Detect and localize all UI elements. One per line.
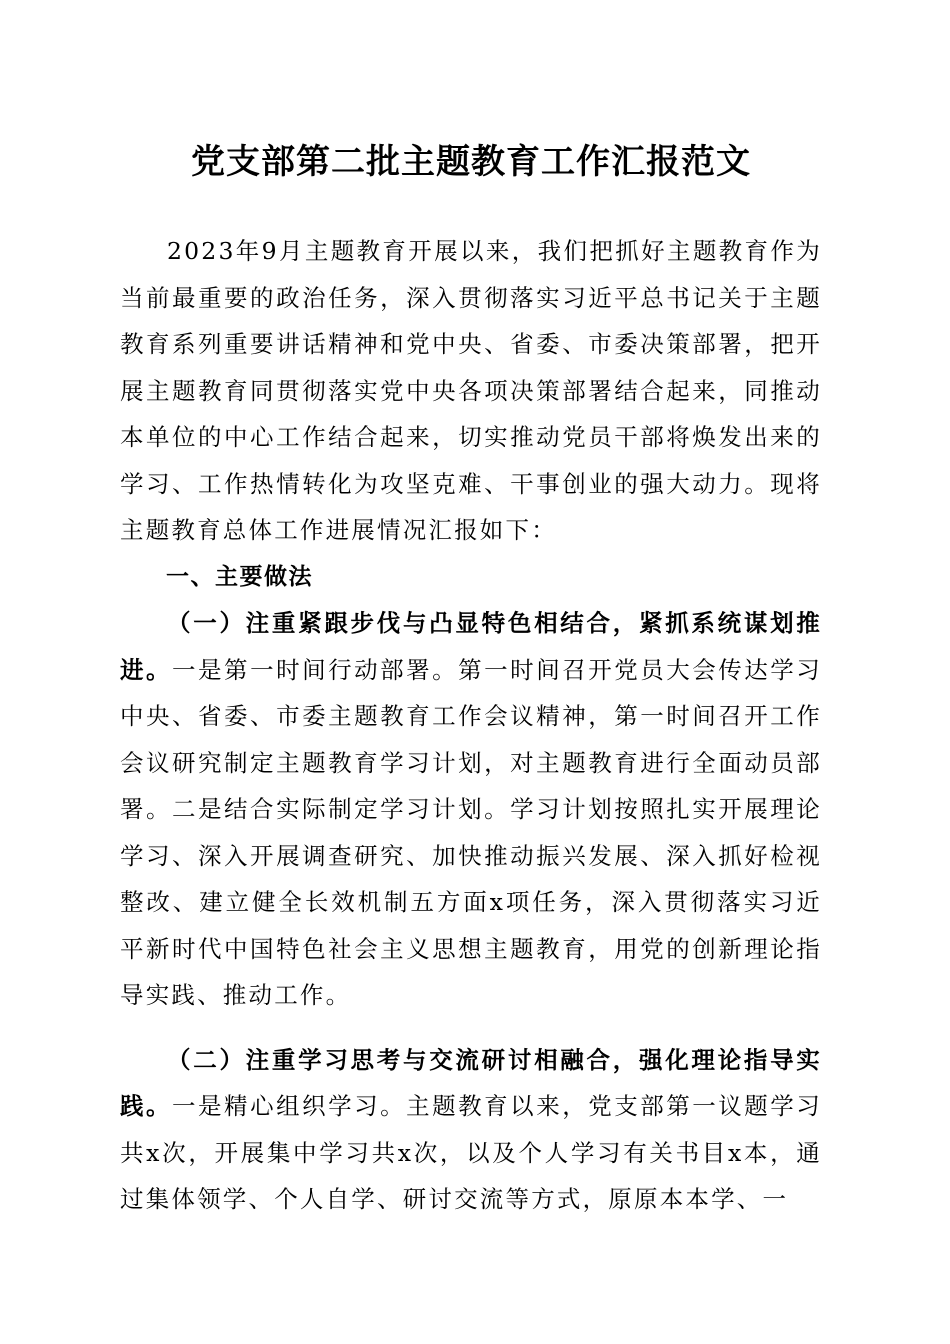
section-heading: 一、主要做法 — [166, 563, 313, 590]
item-1-text: 一是第一时间行动部署。第一时间召开党员大会传达学习中央、省委、市委主题教育工作会议精神，第一时间召开工作会议研究制定主题教育学习计划，对主题教育进行全面动员部署。二是结合实际制定学习计划。学习计划按照扎实开展理论学习、深入开展调查研究、加快推动振兴发展、深入抓好检视整改、建立健全长效机制五方面x项任务，深入贯彻落实习近平新时代中国特色社会主义思想主题教育，用党的创新理论指导实践、推动工作。 — [120, 655, 823, 1009]
item-1-lead: （一）注重紧跟步伐与凸显特色相结合，紧抓系统谋划推进。 — [120, 609, 822, 684]
document-title: 党支部第二批主题教育工作汇报范文 — [191, 142, 751, 182]
item-2-lead: （二）注重学习思考与交流研讨相融合，强化理论指导实践。 — [120, 1045, 822, 1120]
item-1-paragraph — [120, 600, 822, 1019]
document-body — [120, 228, 822, 1223]
item-2-paragraph — [120, 1037, 822, 1223]
item-2-text: 一是精心组织学习。主题教育以来，党支部第一议题学习共x次，开展集中学习共x次，以及个人学习有关书目x本，通过集体领学、个人自学、研讨交流等方式，原原本本学、一 — [120, 1092, 823, 1213]
intro-paragraph: 2023年9月主题教育开展以来，我们把抓好主题教育作为当前最重要的政治任务，深入贯彻落实习近平总书记关于主题教育系列重要讲话精神和党中央、省委、市委决策部署，把开展主题教育同贯彻落实党中央各项决策部署结合起来，同推动本单位的中心工作结合起来，切实推动党员干部将焕发出来的学习、工作热情转化为攻坚克难、干事创业的强大动力。现将主题教育总体工作进展情况汇报如下： — [120, 237, 822, 544]
